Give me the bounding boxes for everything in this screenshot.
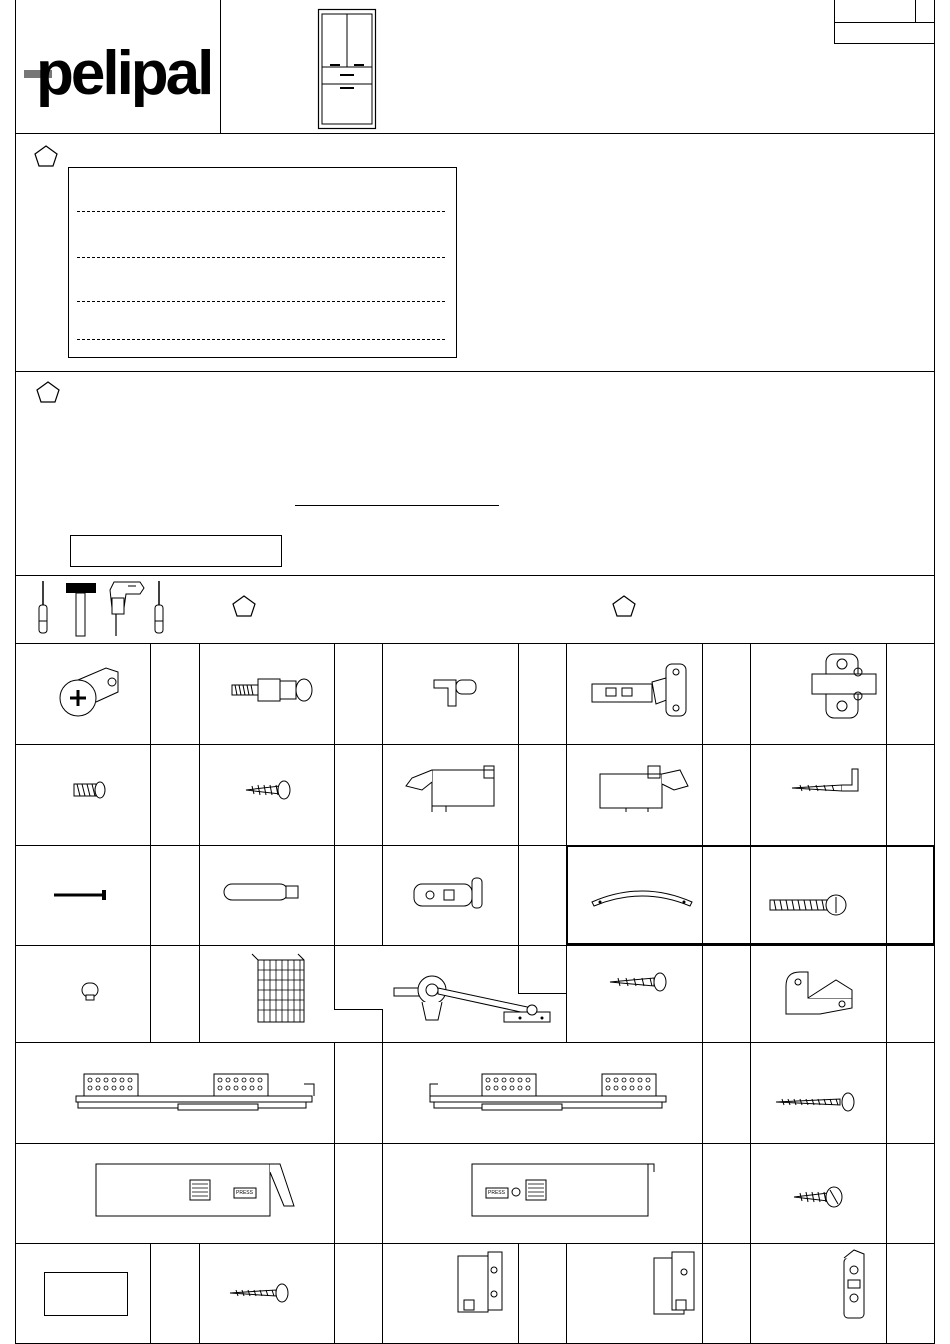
note-line [77, 301, 445, 302]
pentagon-icon [612, 595, 636, 617]
drawer-clip-right-icon [470, 1162, 654, 1218]
note-line [77, 339, 445, 340]
short-screw-icon [74, 780, 106, 800]
hinge-mounting-plate-icon [808, 652, 880, 720]
input-box [70, 535, 282, 567]
cam-lock-fitting-icon [56, 662, 126, 720]
drawer-runner-left-icon [74, 1074, 320, 1112]
note-line [77, 257, 445, 258]
machine-screw-icon [770, 894, 850, 916]
curved-strip-icon [590, 880, 694, 908]
hook-screw-icon [792, 768, 862, 794]
lift-stay-icon [392, 968, 558, 1030]
hammer-icon [64, 583, 98, 637]
pentagon-icon [36, 381, 60, 403]
rectangular-pad-icon [44, 1272, 128, 1316]
nail-icon [54, 889, 110, 901]
drill-icon [106, 578, 146, 638]
tall-cabinet-icon [318, 9, 376, 129]
cam-bolt-icon [232, 675, 314, 705]
long-screw-icon [776, 1092, 856, 1112]
angle-bracket-icon [780, 968, 858, 1018]
drawer-clip-left-icon [94, 1162, 296, 1218]
cup-hinge-icon [592, 662, 690, 720]
pan-head-screw-icon [610, 972, 670, 992]
countersunk-screw-icon [230, 1283, 290, 1303]
wire-basket-icon [248, 950, 308, 1026]
hinge-bracket-right-icon [596, 766, 692, 814]
pentagon-icon [34, 145, 58, 167]
short-pan-screw-icon [794, 1186, 846, 1208]
note-line [77, 211, 445, 212]
push-button-icon [80, 981, 102, 1001]
door-bracket-right-icon [650, 1250, 698, 1316]
press-label: PRESS [488, 1190, 505, 1196]
connector-fitting-icon [410, 878, 486, 912]
catch-latch-icon [834, 1248, 874, 1320]
notes-box [68, 167, 457, 358]
screwdriver-icon [152, 581, 166, 635]
brand-logo [24, 38, 214, 110]
drawer-runner-right-icon [426, 1074, 670, 1112]
hinge-bracket-left-icon [402, 766, 498, 814]
brand-name: pelipal [36, 39, 212, 108]
wood-screw-icon [246, 779, 292, 801]
screwdriver-icon [36, 581, 50, 635]
press-label: PRESS [236, 1190, 253, 1196]
underline-field [295, 505, 499, 506]
pentagon-icon [232, 595, 256, 617]
shelf-support-icon [430, 670, 480, 710]
door-bracket-left-icon [454, 1250, 506, 1316]
wooden-dowel-icon [224, 880, 304, 904]
